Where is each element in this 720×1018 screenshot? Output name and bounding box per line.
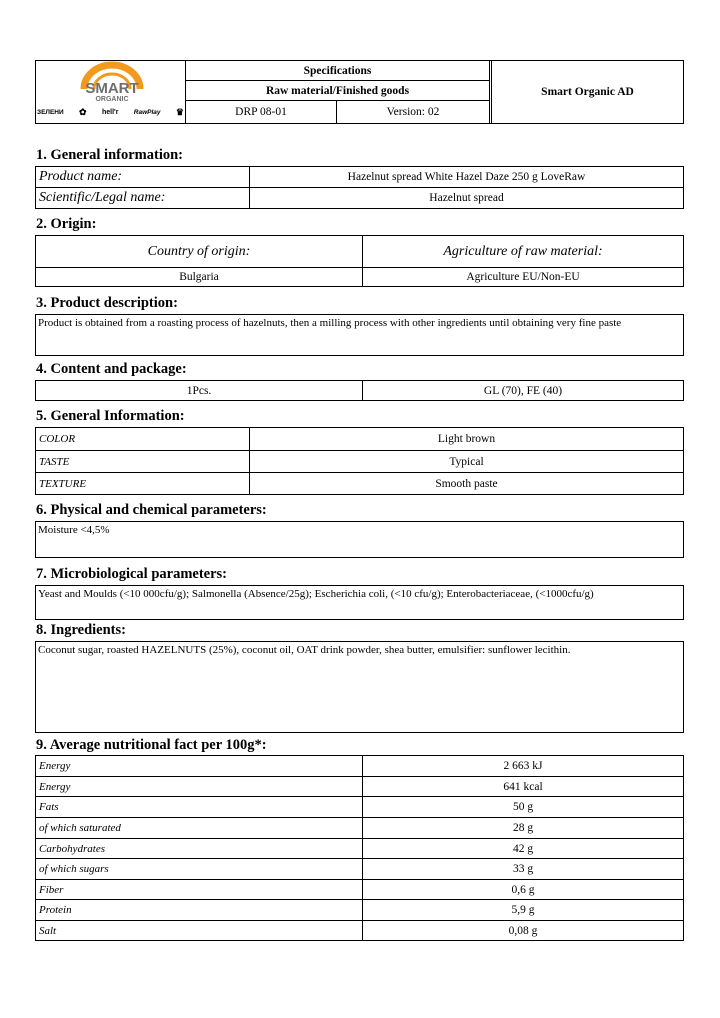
section-micro-heading: 7. Microbiological parameters: bbox=[36, 566, 227, 582]
crown-brand-icon: ♛ bbox=[175, 106, 184, 117]
smart-organic-logo bbox=[36, 61, 185, 123]
nutrition-label-energy-kj: Energy bbox=[39, 760, 71, 772]
product-name-value: Hazelnut spread White Hazel Daze 250 g LoveRaw bbox=[347, 171, 586, 183]
doc-title: Specifications bbox=[303, 64, 372, 77]
section-package-heading: 4. Content and package: bbox=[36, 361, 187, 377]
physical-text: Moisture <4,5% bbox=[38, 524, 110, 536]
doc-subtitle: Raw material/Finished goods bbox=[265, 84, 410, 97]
section-sensory-heading: 5. General Information: bbox=[36, 408, 185, 424]
package-quantity: 1Pcs. bbox=[186, 384, 212, 397]
description-text: Product is obtained from a roasting process of hazelnuts, then a milling process with other ingredients until obtaining very fine paste bbox=[38, 317, 622, 329]
sun-arc-icon bbox=[36, 61, 185, 103]
nutrition-label-carbohydrates: Carbohydrates bbox=[39, 842, 105, 855]
nutrition-label-saturated: of which saturated bbox=[39, 822, 121, 834]
brand-logo-hellr: hell'r bbox=[101, 108, 119, 116]
logo-text-smart: SMART bbox=[85, 80, 139, 97]
color-value: Light brown bbox=[437, 433, 496, 445]
taste-label: TASTE bbox=[39, 455, 70, 468]
ingredients-text: Coconut sugar, roasted HAZELNUTS (25%), coconut oil, OAT drink powder, shea butter, emulsifier: sunflower lecithin. bbox=[38, 644, 571, 656]
doc-version: Version: 02 bbox=[386, 106, 440, 118]
agriculture-value: Agriculture EU/Non-EU bbox=[466, 271, 580, 283]
logo-text-organic: ORGANIC bbox=[95, 96, 129, 103]
package-material: GL (70), FE (40) bbox=[483, 384, 563, 397]
nutrition-label-energy-kcal: Energy bbox=[39, 780, 71, 793]
texture-label: TEXTURE bbox=[39, 477, 87, 490]
micro-text: Yeast and Moulds (<10 000cfu/g); Salmonella (Absence/25g); Escherichia coli, (<10 cfu/g); Enterobacteriaceae, (<1000cfu/g) bbox=[38, 588, 594, 600]
nutrition-value-carbohydrates: 42 g bbox=[512, 842, 534, 855]
brand-logos-row bbox=[37, 104, 184, 120]
nutrition-value-energy-kcal: 641 kcal bbox=[503, 780, 543, 793]
leaf-brand-icon: ✿ bbox=[79, 106, 87, 117]
section-origin-heading: 2. Origin: bbox=[36, 216, 97, 232]
legal-name-value: Hazelnut spread bbox=[429, 192, 504, 204]
nutrition-label-fiber: Fiber bbox=[39, 883, 64, 896]
nutrition-label-protein: Protein bbox=[39, 904, 72, 916]
color-label: COLOR bbox=[39, 433, 76, 445]
nutrition-value-saturated: 28 g bbox=[512, 822, 534, 834]
section-general-heading: 1. General information: bbox=[36, 147, 183, 163]
country-of-origin-value: Bulgaria bbox=[179, 271, 219, 283]
nutrition-label-fats: Fats bbox=[39, 801, 59, 813]
texture-value: Smooth paste bbox=[435, 477, 498, 490]
nutrition-value-fats: 50 g bbox=[512, 801, 534, 813]
nutrition-value-fiber: 0,6 g bbox=[511, 883, 535, 896]
nutrition-value-sugars: 33 g bbox=[512, 863, 534, 875]
section-description-heading: 3. Product description: bbox=[36, 295, 178, 311]
nutrition-label-sugars: of which sugars bbox=[39, 863, 109, 875]
agriculture-header: Agriculture of raw material: bbox=[443, 243, 603, 259]
nutrition-value-protein: 5,9 g bbox=[511, 904, 535, 916]
company-name: Smart Organic AD bbox=[541, 86, 634, 98]
nutrition-value-energy-kj: 2 663 kJ bbox=[503, 760, 543, 772]
section-nutrition-heading: 9. Average nutritional fact per 100g*: bbox=[36, 737, 267, 753]
brand-logo-zeleni: ЗЕЛЕНИ bbox=[37, 108, 64, 116]
product-name-label: Product name: bbox=[39, 169, 123, 184]
nutrition-value-salt: 0,08 g bbox=[508, 924, 538, 937]
nutrition-label-salt: Salt bbox=[39, 924, 57, 937]
section-ingredients-heading: 8. Ingredients: bbox=[36, 622, 126, 638]
country-of-origin-header: Country of origin: bbox=[147, 243, 251, 259]
taste-value: Typical bbox=[449, 455, 484, 468]
doc-code: DRP 08-01 bbox=[235, 106, 287, 118]
section-physical-heading: 6. Physical and chemical parameters: bbox=[36, 502, 267, 518]
brand-logo-rawplay: RawPlay bbox=[133, 108, 161, 116]
legal-name-label: Scientific/Legal name: bbox=[39, 190, 166, 205]
